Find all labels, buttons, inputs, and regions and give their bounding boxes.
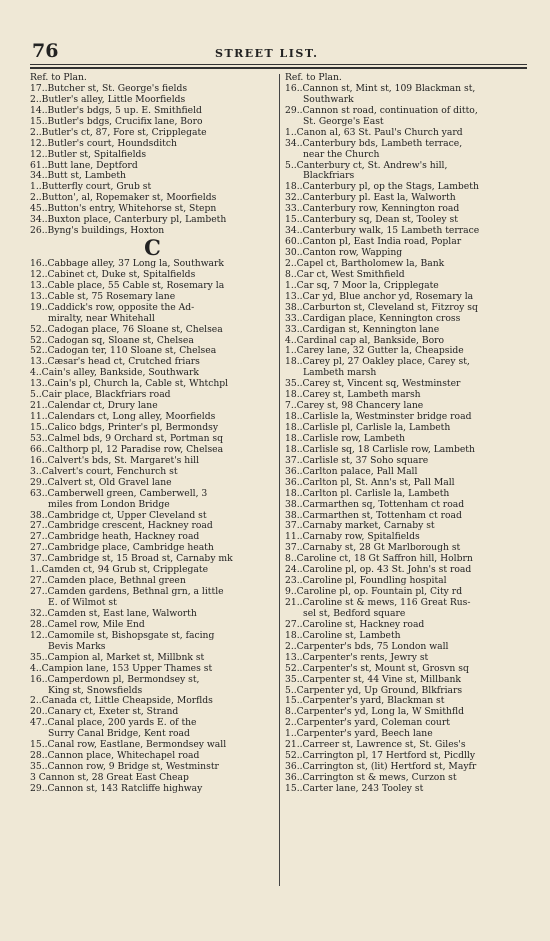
street-entry: 53..Calmel bds, 9 Orchard st, Portman sq bbox=[30, 433, 224, 444]
street-entry-continuation: miralty, near Whitehall bbox=[48, 313, 155, 324]
street-entry: 52..Cadogan ter, 110 Sloane st, Chelsea bbox=[30, 346, 217, 357]
street-entry: 16..Calvert's bds, St. Margaret's hill bbox=[30, 455, 200, 466]
column-divider bbox=[279, 74, 280, 886]
street-entry: 38..Carmarthen st, Tottenham ct road bbox=[285, 510, 462, 521]
street-entry: 11..Carnaby row, Spitalfields bbox=[285, 532, 420, 543]
street-entry: 27..Camden place, Bethnal green bbox=[30, 576, 186, 587]
street-entry: 23..Caroline pl, Foundling hospital bbox=[285, 576, 447, 587]
street-entry: 13..Cable st, 75 Rosemary lane bbox=[30, 291, 176, 302]
street-entry: 34..Buxton place, Canterbury pl, Lambeth bbox=[30, 215, 227, 226]
page-number: 76 bbox=[32, 40, 59, 62]
street-entry: 18..Carlisle la, Westminster bridge road bbox=[285, 412, 472, 423]
street-entry: 36..Carlton palace, Pall Mall bbox=[285, 466, 418, 477]
street-entry: 35..Carpenter st, 44 Vine st, Millbank bbox=[285, 674, 461, 685]
street-entry: 3 Cannon st, 28 Great East Cheap bbox=[30, 773, 189, 784]
street-entry: 34..Butt st, Lambeth bbox=[30, 171, 126, 182]
street-entry: 37..Carlisle st, 37 Soho square bbox=[285, 455, 429, 466]
street-entry-continuation: Surry Canal Bridge, Kent road bbox=[48, 729, 190, 740]
street-entry: 47..Canal place, 200 yards E. of the bbox=[30, 718, 197, 729]
street-entry: 21..Calendar ct, Drury lane bbox=[30, 401, 158, 412]
street-entry-continuation: near the Church bbox=[303, 149, 380, 160]
street-entry: 63..Camberwell green, Camberwell, 3 bbox=[30, 488, 208, 499]
street-entry: 27..Caroline st, Hackney road bbox=[285, 619, 425, 630]
street-entry: 34..Canterbury walk, 15 Lambeth terrace bbox=[285, 226, 480, 237]
street-entry: 18..Canterbury pl, op the Stags, Lambeth bbox=[285, 182, 479, 193]
street-entry: 24..Caroline pl, op. 43 St. John's st road bbox=[285, 565, 472, 576]
street-entry: 2..Capel ct, Bartholomew la, Bank bbox=[285, 258, 445, 269]
street-entry: 28..Cannon place, Whitechapel road bbox=[30, 751, 200, 762]
street-entry: 4..Cain's alley, Bankside, Southwark bbox=[30, 368, 199, 379]
street-entry: 13..Car yd, Blue anchor yd, Rosemary la bbox=[285, 291, 474, 302]
street-entry: 7..Carey st, 98 Chancery lane bbox=[285, 401, 424, 412]
street-entry: 52..Cadogan place, 76 Sloane st, Chelsea bbox=[30, 324, 223, 335]
left-column bbox=[30, 73, 275, 795]
street-entry: 14..Butler's bdgs, 5 up. E. Smithfield bbox=[30, 105, 202, 116]
street-entry: 37..Cambridge st, 15 Broad st, Carnaby mk bbox=[30, 554, 233, 565]
street-entry: 1..Butterfly court, Grub st bbox=[30, 182, 152, 193]
street-entry: 29..Cannon st, 143 Ratcliffe highway bbox=[30, 783, 203, 794]
street-entry: 52..Cadogan sq, Sloane st, Chelsea bbox=[30, 335, 194, 346]
street-entry: 35..Cannon row, 9 Bridge st, Westminstr bbox=[30, 762, 219, 773]
street-entry: 37..Carnaby st, 28 Gt Marlborough st bbox=[285, 543, 461, 554]
street-entry-continuation: sel st, Bedford square bbox=[303, 608, 406, 619]
section-letter: C bbox=[144, 235, 161, 261]
street-entry: 36..Carlton pl, St. Ann's st, Pall Mall bbox=[285, 477, 455, 488]
street-entry: 15..Canal row, Eastlane, Bermondsey wall bbox=[30, 740, 227, 751]
street-entry: 3..Calvert's court, Fenchurch st bbox=[30, 466, 178, 477]
street-entry: 27..Cambridge heath, Hackney road bbox=[30, 532, 200, 543]
street-entry: 17..Butcher st, St. George's fields bbox=[30, 83, 188, 94]
street-entry: 66..Calthorp pl, 12 Paradise row, Chelsea bbox=[30, 444, 224, 455]
street-entry: 4..Cardinal cap al, Bankside, Boro bbox=[285, 335, 445, 346]
street-entry: Ref. to Plan. bbox=[285, 73, 342, 83]
header-rule-thick bbox=[30, 67, 527, 69]
street-entry: 27..Camden gardens, Bethnal grn, a little bbox=[30, 587, 224, 598]
street-entry-continuation: St. George's East bbox=[303, 116, 384, 127]
street-entry: 35..Carey st, Vincent sq, Westminster bbox=[285, 379, 461, 390]
street-entry: 35..Campion al, Market st, Millbnk st bbox=[30, 652, 205, 663]
street-entry: 18..Carey pl, 27 Oakley place, Carey st, bbox=[285, 357, 470, 368]
street-entry: 15..Calico bdgs, Printer's pl, Bermondsy bbox=[30, 423, 219, 434]
street-entry: 38..Cambridge ct, Upper Cleveland st bbox=[30, 510, 207, 521]
street-entry: 1..Car sq, 7 Moor la, Cripplegate bbox=[285, 280, 439, 291]
street-entry: 15..Carpenter's yard, Blackman st bbox=[285, 696, 445, 707]
street-entry-continuation: Blackfriars bbox=[303, 171, 355, 182]
street-entry: 30..Canton row, Wapping bbox=[285, 248, 403, 258]
street-entry: Ref. to Plan. bbox=[30, 73, 87, 83]
street-entry: 13..Cæsar's head ct, Crutched friars bbox=[30, 357, 200, 368]
street-entry: 32..Camden st, East lane, Walworth bbox=[30, 608, 197, 619]
street-entry: 52..Carpenter's st, Mount st, Grosvn sq bbox=[285, 663, 469, 674]
header-rule bbox=[30, 64, 527, 65]
street-entry: 12..Butler's court, Houndsditch bbox=[30, 138, 177, 149]
street-entry: 37..Carnaby market, Carnaby st bbox=[285, 521, 435, 532]
street-entry: 60..Canton pl, East India road, Poplar bbox=[285, 237, 462, 248]
street-entry-continuation: King st, Snowsfields bbox=[48, 685, 143, 696]
running-head: STREET LIST. bbox=[215, 47, 319, 60]
street-entry: 12..Cabinet ct, Duke st, Spitalfields bbox=[30, 269, 196, 280]
street-entry: 27..Cambridge place, Cambridge heath bbox=[30, 543, 214, 554]
street-entry: 33..Cardigan st, Kennington lane bbox=[285, 324, 440, 335]
street-entry: 5..Cair place, Blackfriars road bbox=[30, 390, 171, 401]
street-entry: 21..Carreer st, Lawrence st, St. Giles's bbox=[285, 740, 466, 751]
street-entry-continuation: Lambeth marsh bbox=[303, 368, 377, 379]
street-entry: 5..Canterbury ct, St. Andrew's hill, bbox=[285, 160, 448, 171]
street-entry: 18..Caroline st, Lambeth bbox=[285, 630, 401, 641]
street-entry: 18..Carlton pl. Carlisle la, Lambeth bbox=[285, 488, 450, 499]
street-entry: 13..Cable place, 55 Cable st, Rosemary la bbox=[30, 280, 225, 291]
street-entry: 16..Cannon st, Mint st, 109 Blackman st, bbox=[285, 83, 476, 94]
street-entry: 13..Cain's pl, Church la, Cable st, Whtchpl bbox=[30, 379, 229, 390]
street-entry: 20..Canary ct, Exeter st, Strand bbox=[30, 707, 179, 718]
street-entry-continuation: Bevis Marks bbox=[48, 641, 106, 652]
street-entry-continuation: miles from London Bridge bbox=[48, 499, 170, 510]
street-entry: 2..Butler's alley, Little Moorfields bbox=[30, 94, 186, 105]
street-entry: 2..Carpenter's bds, 75 London wall bbox=[285, 641, 449, 652]
street-entry: 33..Cardigan place, Kennington cross bbox=[285, 313, 461, 324]
street-entry: 29..Calvert st, Old Gravel lane bbox=[30, 477, 172, 488]
street-entry: 28..Camel row, Mile End bbox=[30, 619, 145, 630]
street-entry: 32..Canterbury pl. East la, Walworth bbox=[285, 193, 456, 204]
street-entry: 45..Button's entry, Whitehorse st, Stepn bbox=[30, 204, 217, 215]
street-entry: 12..Camomile st, Bishopsgate st, facing bbox=[30, 630, 215, 641]
right-column bbox=[285, 73, 530, 795]
street-entry: 2..Canada ct, Little Cheapside, Morflds bbox=[30, 696, 213, 707]
street-entry: 13..Carpenter's rents, Jewry st bbox=[285, 652, 429, 663]
street-entry: 26..Byng's buildings, Hoxton bbox=[30, 226, 165, 237]
street-entry: 34..Canterbury bds, Lambeth terrace, bbox=[285, 138, 463, 149]
street-entry: 27..Cambridge crescent, Hackney road bbox=[30, 521, 213, 532]
street-entry: 15..Butler's bdgs, Crucifix lane, Boro bbox=[30, 116, 203, 127]
street-entry: 2..Carpenter's yard, Coleman court bbox=[285, 718, 450, 729]
street-entry: 38..Carmarthen sq, Tottenham ct road bbox=[285, 499, 465, 510]
street-entry: 15..Carter lane, 243 Tooley st bbox=[285, 783, 424, 794]
street-entry: 4..Campion lane, 153 Upper Thames st bbox=[30, 663, 213, 674]
street-entry: 5..Carpenter yd, Up Ground, Blkfriars bbox=[285, 685, 463, 696]
street-entry: 18..Carlisle pl, Carlisle la, Lambeth bbox=[285, 423, 451, 433]
street-entry: 21..Caroline st & mews, 116 Great Rus- bbox=[285, 598, 471, 608]
street-entry: 38..Carburton st, Cleveland st, Fitzroy sq bbox=[285, 302, 478, 313]
street-entry: 33..Canterbury row, Kennington road bbox=[285, 204, 460, 215]
street-entry-continuation: Southwark bbox=[303, 94, 354, 105]
street-entry: 1..Canon al, 63 St. Paul's Church yard bbox=[285, 127, 463, 138]
street-entry: 16..Camperdown pl, Bermondsey st, bbox=[30, 674, 200, 685]
street-entry: 18..Carlisle sq, 18 Carlisle row, Lambeth bbox=[285, 444, 475, 455]
street-entry: 12..Butler st, Spitalfields bbox=[30, 149, 147, 160]
street-entry: 1..Carey lane, 32 Gutter la, Cheapside bbox=[285, 346, 464, 357]
street-entry-continuation: E. of Wilmot st bbox=[48, 598, 117, 609]
street-entry: 29..Cannon st road, continuation of ditto, bbox=[285, 105, 478, 116]
street-entry: 8..Carpenter's yd, Long la, W Smithfld bbox=[285, 707, 464, 718]
street-entry: 9..Caroline pl, op. Fountain pl, City rd bbox=[285, 587, 463, 598]
street-entry: 1..Camden ct, 94 Grub st, Cripplegate bbox=[30, 565, 209, 576]
street-entry: 1..Carpenter's yard, Beech lane bbox=[285, 729, 433, 740]
street-entry: 19..Caddick's row, opposite the Ad- bbox=[30, 302, 195, 313]
street-entry: 36..Carrington st & mews, Curzon st bbox=[285, 773, 457, 783]
street-entry: 18..Carey st, Lambeth marsh bbox=[285, 390, 421, 401]
street-entry: 11..Calendars ct, Long alley, Moorfields bbox=[30, 412, 216, 423]
street-entry: 8..Caroline ct, 18 Gt Saffron hill, Holbrn bbox=[285, 554, 473, 565]
street-entry: 2..Butler's ct, 87, Fore st, Cripplegate bbox=[30, 127, 207, 138]
street-entry: 61..Butt lane, Deptford bbox=[30, 160, 138, 171]
street-entry: 52..Carrington pl, 17 Hertford st, Picdlly bbox=[285, 751, 476, 762]
street-entry: 36..Carrington st, (lit) Hertford st, Mayfr bbox=[285, 762, 477, 773]
street-entry: 2..Button', al, Ropemaker st, Moorfields bbox=[30, 193, 217, 204]
street-entry: 8..Car ct, West Smithfield bbox=[285, 269, 405, 280]
street-entry: 15..Canterbury sq, Dean st, Tooley st bbox=[285, 215, 458, 226]
street-entry: 16..Cabbage alley, 37 Long la, Southwark bbox=[30, 258, 224, 269]
street-entry: 18..Carlisle row, Lambeth bbox=[285, 433, 406, 444]
